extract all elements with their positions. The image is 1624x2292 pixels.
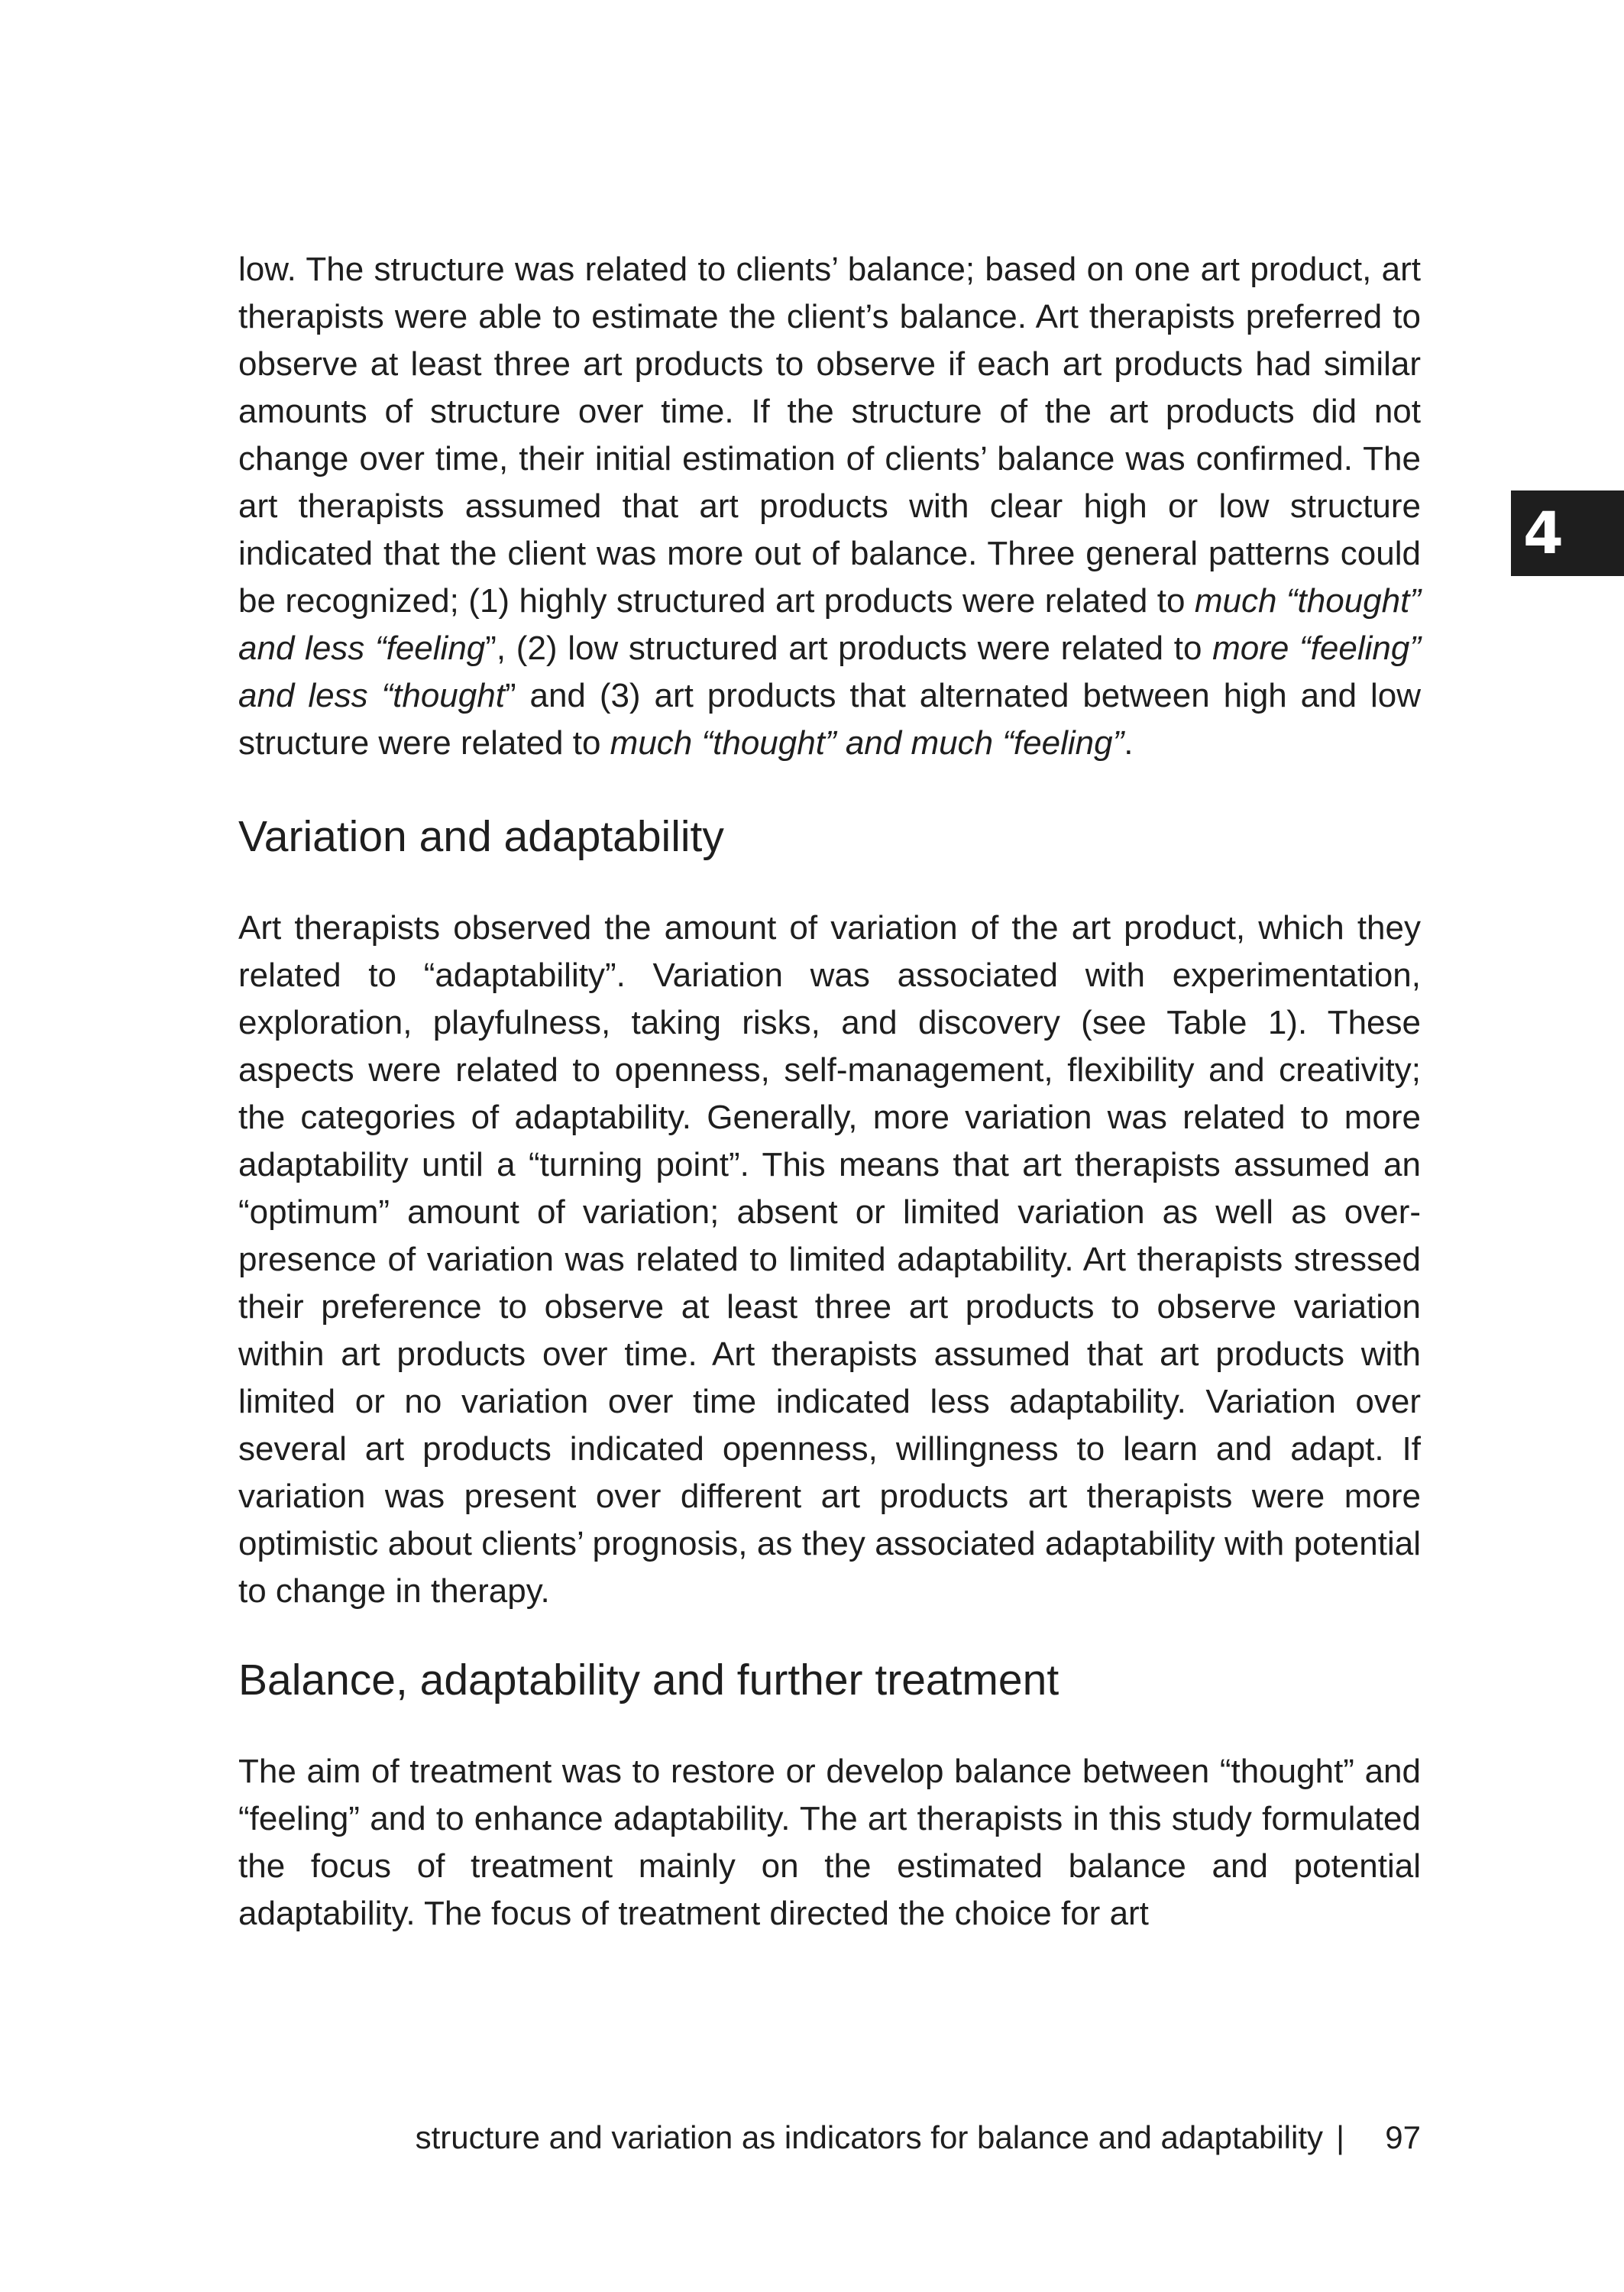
chapter-tab — [1511, 490, 1624, 576]
chapter-number: 4 — [1523, 499, 1564, 567]
heading-variation-adaptability: Variation and adaptability — [238, 812, 724, 861]
paragraph-treatment: The aim of treatment was to restore or develop balance between “thought” and “feeling” and to enhance adaptability. The art therapists in this study formulated the focus of treatment mainly on the estimated balance and potential adaptability. The focus of treatment directed the choice for art — [238, 1753, 1421, 1932]
paragraph-balance-patterns: low. The structure was related to clients’ balance; based on one art product, art therapists were able to estimate the client’s balance. Art therapists preferred to observe at least three art products to observe if each art products had similar amounts of structure over time. If the structure of the art products did not change over time, their initial estimation of clients’ balance was confirmed. The art therapists assumed that art products with clear high or low structure indicated that the client was more out of balance. Three general patterns could be recognized; (1) highly structured art products were related to much “thought” and less “feeling”, (2) low structured art products were related to more “feeling” and less “thought” and (3) art products that alternated between high and low structure were related to much “thought” and much “feeling”. — [238, 251, 1422, 762]
text-column — [238, 246, 1421, 1938]
page-number: 97 — [1385, 2119, 1421, 2155]
running-title: structure and variation as indicators for balance and adaptability — [415, 2119, 1323, 2155]
footer-separator: | — [1336, 2119, 1344, 2155]
heading-balance-treatment: Balance, adaptability and further treatment — [238, 1656, 1059, 1704]
paragraph-variation: Art therapists observed the amount of variation of the art product, which they related to “adaptability”. Variation was associated with experimentation, exploration, playfulness, taking risks, and discovery (see Table 1). These aspects were related to openness, self-management, flexibility and creativity; the categories of adaptability. Generally, more variation was related to more adaptability until a “turning point”. This means that art therapists assumed an “optimum” amount of variation; absent or limited variation as well as over- presence of variation was related to limited adaptability. Art therapists stressed their preference to observe at least three art products to observe variation within art products over time. Art therapists assumed that art products with limited or no variation over time indicated less adaptability. Variation over several art products indicated openness, willingness to learn and adapt. If variation was present over different art products art therapists were more optimistic about clients’ prognosis, as they associated adaptability with potential to change in therapy. — [238, 909, 1421, 1610]
